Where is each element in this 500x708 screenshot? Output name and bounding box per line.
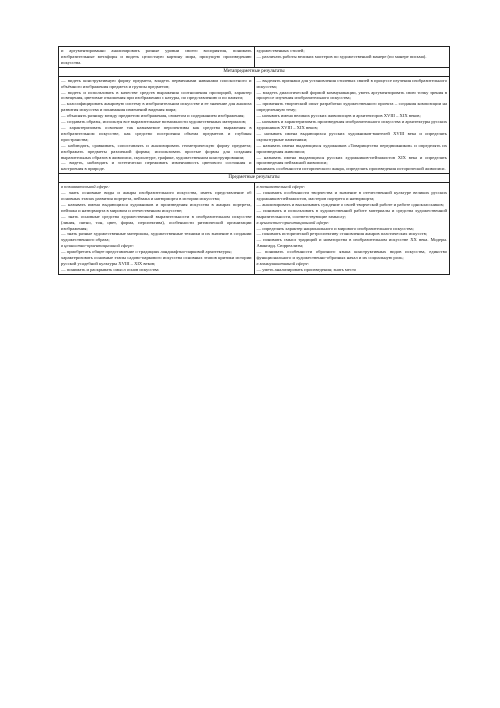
paragraph: — называть имена выдающихся художников и произведения искусства в жанрах портрета, пейзажа и натюрморта в мировом и отечественном искусстве; <box>61 201 252 213</box>
paragraph: — знать основные виды и жанры изобразительного искусства, иметь представление об основных этапах развития портрета, пейзажа и натюрморта в истории искусства; <box>61 190 252 202</box>
paragraph: — анализировать и высказывать суждение о своей творческой работе и работе одноклассников; <box>256 201 444 207</box>
sphere-heading: в ценностно-ориентационной сфере: <box>256 219 330 225</box>
paragraph: — уметь анализировать произведения; знать место <box>256 266 357 272</box>
subject-right-cell <box>254 183 450 275</box>
paragraph: — знать разные художественные материалы, художественные техники и их значение в создании художественного образа; <box>61 231 252 243</box>
paragraph: — понимать и раскрывать смысл основ искусства <box>61 266 159 272</box>
paragraph: — называть имена выдающихся художников «Товарищества передвижников» и определять их произведения живописи; <box>256 142 447 154</box>
meta-right-cell <box>254 76 450 174</box>
top-left-text: и аргументированно анализировать разные уровни своего восприятия, понимать изобразительные метафоры и видеть целостную картину мира, присущую произведению искусства. <box>61 48 252 65</box>
paragraph: — выделять признаки для установления стилевых связей в процессе изучения изобразительного искусства; <box>256 77 447 89</box>
top-right-text-1: художественных стилей; <box>256 48 305 53</box>
table-row <box>59 67 450 76</box>
paragraph: — видеть, наблюдать и эстетически переживать изменчивость цветового состояния и настроения в природе. <box>61 160 252 172</box>
paragraph: — характеризовать освоение так называемое перспективы как средства выражения в изобразительном искусстве, как средство построения объема предметов и глубины пространства; <box>61 124 252 142</box>
paragraph: — называть имена выдающихся русских художников-ваятелей XVIII века и определять скульптурные памятники; <box>256 130 447 142</box>
sphere-heading: в ценностно-ориентационной сфере: <box>61 243 135 249</box>
sphere-heading: в познавательной сфере: <box>61 184 110 190</box>
top-left-cell <box>59 47 255 68</box>
table-row <box>59 47 450 68</box>
paragraph: — понимать особенности образного языка конструктивных видов искусства, единство функционального и художественно-образных начал и их социальную роль; <box>256 249 447 261</box>
paragraph: характеризовать основные этапы садово-паркового искусства основных этапов критики истории русской усадебной культуры XVIII – XIX веков; <box>61 255 252 266</box>
paragraph: — определять характер национального и мирового изобразительного искусства; <box>256 225 414 231</box>
top-right-cell <box>254 47 450 68</box>
paragraph: — понимать и использовать в художественной работе материалы и средства художественной выразительности, соответствующие замыслу; <box>256 207 447 219</box>
paragraph: — понимать смысл традиций и новаторства в изобразительном искусстве XX века. Модерн. Авангард. Сюрреализм; <box>256 237 447 249</box>
paragraph: — называть имена великих русских живописцев и архитекторов XVIII – XIX веков; <box>256 113 421 119</box>
document-page <box>58 46 450 682</box>
section-heading-subject: Предметные результаты <box>59 174 450 183</box>
table-row <box>59 174 450 183</box>
sphere-heading: в коммуникативной сфере: <box>256 261 310 266</box>
paragraph: понимать особенности исторического жанра, определять произведения исторической живописи. <box>256 166 446 172</box>
paragraph: — знать основные средства художественной выразительности в изобразительном искусстве (линия, пятно, тон, цвет, форма, перспектива), особенности ритмической организации изображения; <box>61 213 252 231</box>
paragraph: — классифицировать жанровую систему в изобразительном искусстве и ее значение для анализа развития искусства и понимания изменений видения мира; <box>61 101 252 113</box>
paragraph: — приобретать общее представление о традициях ландшафтно-парковой архитектуры; <box>61 249 232 255</box>
meta-left-cell <box>59 76 255 174</box>
paragraph: — называть имена выдающихся русских художников-пейзажистов XIX века и определять произведения пейзажной живописи; <box>256 154 447 166</box>
table-row <box>59 183 450 275</box>
table-row <box>59 76 450 174</box>
paragraph: — понимать исторической ретроспективу становления жанров пластических искусств; <box>256 231 428 237</box>
paragraph: — наблюдать, сравнивать, сопоставлять и анализировать геометрическую форму предмета; изображать предметы различной формы; использовать простые формы для создания выразительных образов в живописи, скульптуре, графике, художественном конструировании; <box>61 142 252 160</box>
results-table <box>58 46 450 275</box>
paragraph: — называть и характеризовать произведения изобразительного искусства и архитектуры русских художников XVIII – XIX веков; <box>256 119 447 130</box>
paragraph: — применять творческий опыт разработки художественного проекта – создания композиции на определенную тему; <box>256 101 447 113</box>
paragraph: — видеть и использовать в качестве средств выражения соотношения пропорций, характер освещения, цветовые отношения при изображении с натуры, по представлению и по памяти; <box>61 89 252 101</box>
sphere-heading: в познавательной сфере: <box>256 184 306 190</box>
section-heading-meta: Метапредметные результаты <box>59 67 450 76</box>
paragraph: — видеть конструктивную форму предмета, владеть первичными навыками плоскостного и объёмного изображения предмета и группы предметов; <box>61 77 252 89</box>
paragraph: — создавать образы, используя все выразительные возможности художественных материалов; <box>61 119 247 125</box>
subject-left-cell <box>59 183 255 275</box>
top-right-text-2: — различать работы великих мастеров по художественной манере (по манере письма). <box>256 53 427 59</box>
paragraph: — владеть диалогической формой коммуникации, уметь аргументировать свою точку зрения в процессе изучения изобразительного искусства; <box>256 89 447 101</box>
paragraph: — понимать особенности творчества и значение в отечественной культуре великих русских художников-пейзажистов, мастеров портрета и натюрморта; <box>256 190 447 202</box>
paragraph: — объяснять разницу между предметом изображения, сюжетом и содержанием изображения; <box>61 113 245 119</box>
